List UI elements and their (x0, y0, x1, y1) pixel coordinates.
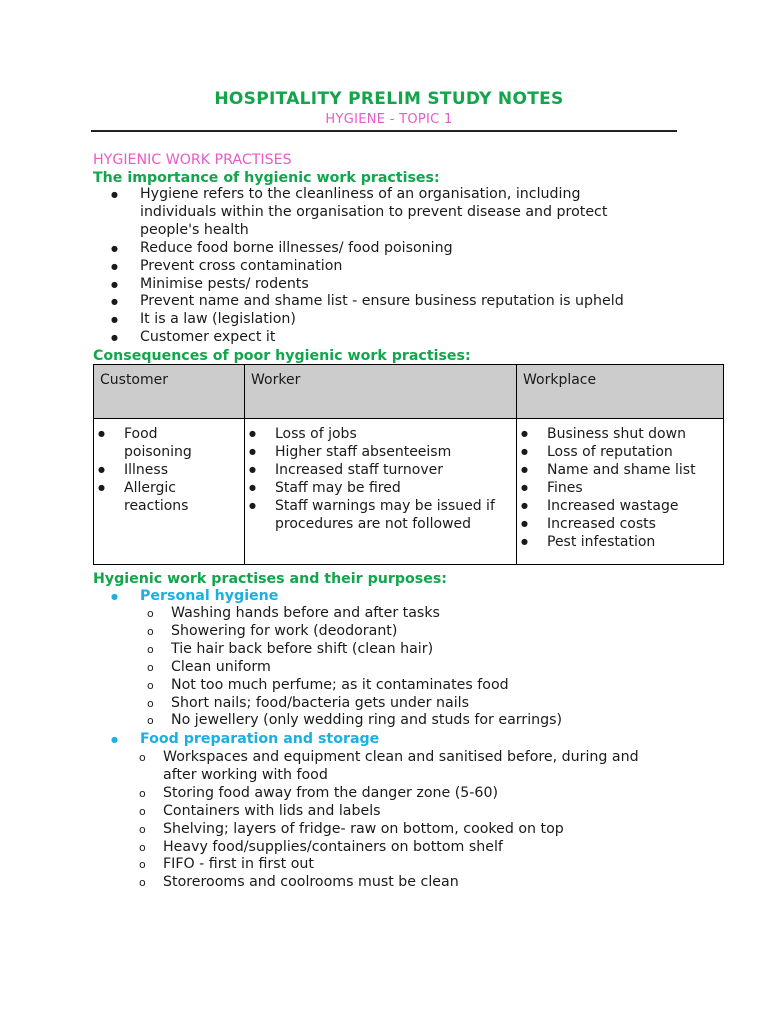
list-item: ● Staff warnings may be issued if procedures are not followed (249, 497, 512, 533)
food-prep-list (139, 749, 639, 892)
consequences-heading: Consequences of poor hygienic work practises: (93, 348, 471, 364)
list-item: ● Increased staff turnover (249, 461, 512, 479)
list-item: ● Fines (521, 479, 719, 497)
list-item: ● Prevent name and shame list - ensure business reputation is upheld (114, 293, 624, 311)
column-header-workplace: Workplace (517, 365, 724, 419)
food-prep-section (114, 731, 379, 749)
purposes-heading: Hygienic work practises and their purposes: (93, 571, 447, 587)
worker-cell (245, 419, 517, 565)
title-divider (91, 130, 677, 132)
list-item: o Short nails; food/bacteria gets under nails (147, 695, 562, 713)
food-prep-label: ● Food preparation and storage (114, 731, 379, 749)
importance-list (114, 186, 624, 347)
list-item: o Containers with lids and labels (139, 803, 639, 821)
list-item: o No jewellery (only wedding ring and studs for earrings) (147, 712, 562, 730)
workplace-cell (517, 419, 724, 565)
list-item: ● It is a law (legislation) (114, 311, 624, 329)
customer-cell (94, 419, 245, 565)
list-item: o Washing hands before and after tasks (147, 605, 562, 623)
list-item: ● Loss of jobs (249, 425, 512, 443)
list-item: ● Pest infestation (521, 533, 719, 551)
page-title: HOSPITALITY PRELIM STUDY NOTES (214, 89, 564, 109)
personal-hygiene-label: ● Personal hygiene (114, 588, 278, 606)
list-item: o Clean uniform (147, 659, 562, 677)
list-item: ● Illness (98, 461, 240, 479)
list-item: ● Customer expect it (114, 329, 624, 347)
personal-hygiene-section (114, 588, 278, 606)
list-item: ● Allergic reactions (98, 479, 240, 515)
section-heading: HYGIENIC WORK PRACTISES (93, 152, 292, 168)
list-item: o Storerooms and coolrooms must be clean (139, 874, 639, 892)
list-item: ● Minimise pests/ rodents (114, 276, 624, 294)
list-item: o Tie hair back before shift (clean hair) (147, 641, 562, 659)
list-item: ● Increased costs (521, 515, 719, 533)
list-item: o FIFO - first in first out (139, 856, 639, 874)
list-item: o Heavy food/supplies/containers on bottom shelf (139, 839, 639, 857)
list-item: ● Hygiene refers to the cleanliness of an organisation, including individuals within the organisation to prevent disease and protect people's health (114, 186, 624, 240)
consequences-table (93, 364, 724, 565)
list-item: ● Reduce food borne illnesses/ food poisoning (114, 240, 624, 258)
list-item: o Shelving; layers of fridge- raw on bottom, cooked on top (139, 821, 639, 839)
column-header-customer: Customer (94, 365, 245, 419)
personal-hygiene-list (147, 605, 562, 730)
list-item: ● Prevent cross contamination (114, 258, 624, 276)
list-item: o Not too much perfume; as it contaminates food (147, 677, 562, 695)
list-item: ● Increased wastage (521, 497, 719, 515)
list-item: ● Loss of reputation (521, 443, 719, 461)
column-header-worker: Worker (245, 365, 517, 419)
list-item: o Showering for work (deodorant) (147, 623, 562, 641)
list-item: ● Name and shame list (521, 461, 719, 479)
list-item: o Workspaces and equipment clean and sanitised before, during and after working with food (139, 749, 639, 785)
importance-heading: The importance of hygienic work practises: (93, 170, 440, 186)
list-item: o Storing food away from the danger zone (5-60) (139, 785, 639, 803)
list-item: ● Business shut down (521, 425, 719, 443)
list-item: ● Staff may be fired (249, 479, 512, 497)
list-item: ● Food poisoning (98, 425, 240, 461)
page-subtitle: HYGIENE - TOPIC 1 (325, 112, 453, 127)
list-item: ● Higher staff absenteeism (249, 443, 512, 461)
